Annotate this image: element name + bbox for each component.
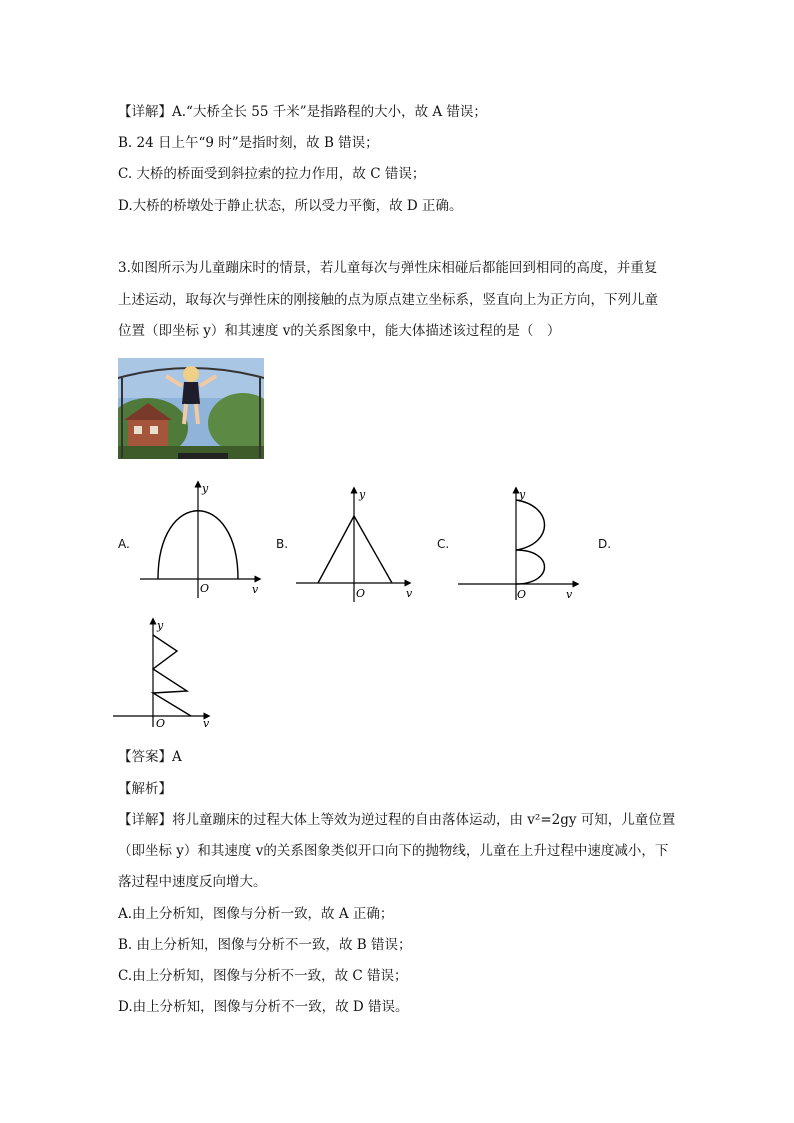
prev-explanation-a-text: A.“大桥全长 55 千米”是指路程的大小，故 A 错误；	[172, 104, 487, 120]
x-axis-label: v	[203, 717, 210, 729]
x-axis-label: v	[252, 583, 259, 596]
explanation-line-1	[118, 810, 675, 830]
arc-upper	[516, 500, 545, 550]
origin-label: O	[200, 582, 210, 595]
option-d-label: D.	[598, 537, 612, 551]
explanation-a: A.由上分析知，图像与分析一致，故 A 正确；	[118, 906, 394, 922]
trampoline-photo	[118, 358, 264, 459]
question-line-2: 上述运动，取每次与弹性床的刚接触的点为原点建立坐标系，竖直向上为正方向，下列儿童	[118, 292, 658, 308]
graph-b	[296, 486, 420, 604]
explanation-line-2: （即坐标 y）和其速度 v的关系图象类似开口向下的抛物线，儿童在上升过程中速度减小，下	[118, 843, 669, 859]
prev-explanation-b: B. 24 日上午“9 时”是指时刻，故 B 错误；	[118, 135, 379, 151]
explanation-label: 【详解】	[118, 812, 172, 828]
prev-explanation-c: C. 大桥的桥面受到斜拉索的拉力作用，故 C 错误；	[118, 166, 426, 182]
y-axis-label: y	[519, 488, 526, 501]
graph-d	[113, 617, 215, 729]
answer-value: A	[172, 749, 182, 765]
answer-label: 【答案】	[118, 749, 172, 765]
y-axis-label: y	[202, 482, 209, 495]
explanation-b: B. 由上分析知，图像与分析不一致，故 B 错误；	[118, 937, 412, 953]
option-a-label: A.	[118, 537, 130, 551]
analysis-label: 【解析】	[118, 781, 172, 797]
graph-a	[140, 478, 270, 600]
question-line-3: 位置（即坐标 y）和其速度 v的关系图象中，能大体描述该过程的是（ ）	[118, 323, 561, 339]
prev-explanation-d: D.大桥的桥墩处于静止状态，所以受力平衡，故 D 正确。	[118, 198, 463, 214]
graph-c	[458, 486, 584, 602]
explanation-d: D.由上分析知，图像与分析不一致，故 D 错误。	[118, 999, 409, 1015]
origin-label: O	[156, 717, 166, 729]
y-axis-label: y	[359, 488, 366, 501]
y-axis-label: y	[157, 619, 164, 632]
origin-label: O	[517, 588, 527, 601]
answer-line	[118, 747, 182, 767]
question-line-1: 3.如图所示为儿童蹦床时的情景，若儿童每次与弹性床相碰后都能回到相同的高度，并重复	[118, 260, 658, 276]
option-c-label: C.	[437, 537, 450, 551]
x-axis-label: v	[566, 588, 573, 601]
origin-label: O	[356, 587, 366, 600]
zigzag-curve	[153, 635, 191, 716]
x-axis-label: v	[406, 587, 413, 600]
arc-lower	[516, 550, 545, 584]
explanation-line-1-text: 将儿童蹦床的过程大体上等效为逆过程的自由落体运动，由 v²=2gy 可知，儿童位置	[172, 812, 676, 828]
triangle-curve	[318, 516, 392, 583]
explanation-line-3: 落过程中速度反向增大。	[118, 874, 267, 890]
option-b-label: B.	[276, 537, 289, 551]
prev-explanation-label: 【详解】	[118, 104, 172, 120]
explanation-c: C.由上分析知，图像与分析不一致，故 C 错误；	[118, 968, 408, 984]
prev-explanation-a	[118, 102, 487, 122]
